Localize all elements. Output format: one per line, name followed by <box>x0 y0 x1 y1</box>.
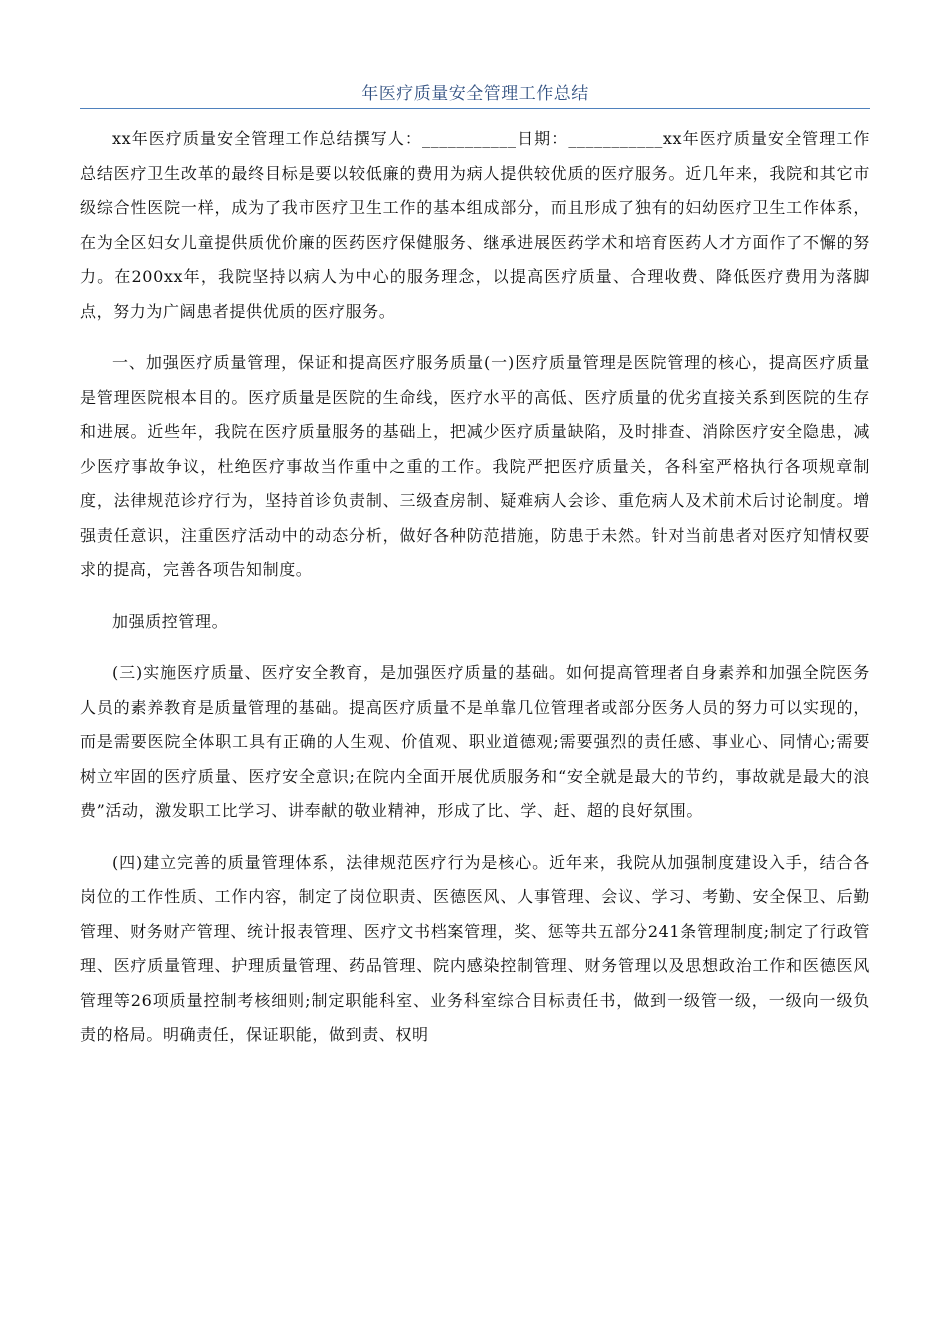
title-divider <box>80 108 870 109</box>
document-title: 年医疗质量安全管理工作总结 <box>361 84 589 104</box>
paragraph-intro: xx年医疗质量安全管理工作总结撰写人：___________日期：___________xx年医疗质量安全管理工作总结医疗卫生改革的最终目标是要以较低廉的费用为病人提供较优质的医疗服务。近几年来，我院和其它市级综合性医院一样，成为了我市医疗卫生工作的基本组成部分，而且形成了独有的妇幼医疗卫生工作体系，在为全区妇女儿童提供质优价廉的医药医疗保健服务、继承进展医药学术和培育医药人才方面作了不懈的努力。在200xx年，我院坚持以病人为中心的服务理念，以提高医疗质量、合理收费、降低医疗费用为落脚点，努力为广阔患者提供优质的医疗服务。 <box>80 129 870 321</box>
paragraph-section-3: (三)实施医疗质量、医疗安全教育，是加强医疗质量的基础。如何提高管理者自身素养和加强全院医务人员的素养教育是质量管理的基础。提高医疗质量不是单靠几位管理者或部分医务人员的努力可以实现的，而是需要医院全体职工具有正确的人生观、价值观、职业道德观;需要强烈的责任感、事业心、同情心;需要树立牢固的医疗质量、医疗安全意识;在院内全面开展优质服务和“安全就是最大的节约，事故就是最大的浪费”活动，激发职工比学习、讲奉献的敬业精神，形成了比、学、赶、超的良好氛围。 <box>80 663 870 820</box>
paragraph-section-4: (四)建立完善的质量管理体系，法律规范医疗行为是核心。近年来，我院从加强制度建设入手，结合各岗位的工作性质、工作内容，制定了岗位职责、医德医风、人事管理、会议、学习、考勤、安全保卫、后勤管理、财务财产管理、统计报表管理、医疗文书档案管理，奖、惩等共五部分241条管理制度;制定了行政管理、医疗质量管理、护理质量管理、药品管理、院内感染控制管理、财务管理以及思想政治工作和医德医风管理等26项质量控制考核细则;制定职能科室、业务科室综合目标责任书，做到一级管一级，一级向一级负责的格局。明确责任，保证职能，做到责、权明 <box>80 852 870 1044</box>
document-body <box>80 122 870 1070</box>
paragraph-quality-control: 加强质控管理。 <box>112 611 229 631</box>
paragraph-section-1: 一、加强医疗质量管理，保证和提高医疗服务质量(一)医疗质量管理是医院管理的核心，提高医疗质量是管理医院根本目的。医疗质量是医院的生命线，医疗水平的高低、医疗质量的优劣直接关系到医院的生存和进展。近些年，我院在医疗质量服务的基础上，把减少医疗质量缺陷，及时排查、消除医疗安全隐患，减少医疗事故争议，杜绝医疗事故当作重中之重的工作。我院严把医疗质量关，各科室严格执行各项规章制度，法律规范诊疗行为，坚持首诊负责制、三级查房制、疑难病人会诊、重危病人及术前术后讨论制度。增强责任意识，注重医疗活动中的动态分析，做好各种防范措施，防患于未然。针对当前患者对医疗知情权要求的提高，完善各项告知制度。 <box>80 353 870 579</box>
